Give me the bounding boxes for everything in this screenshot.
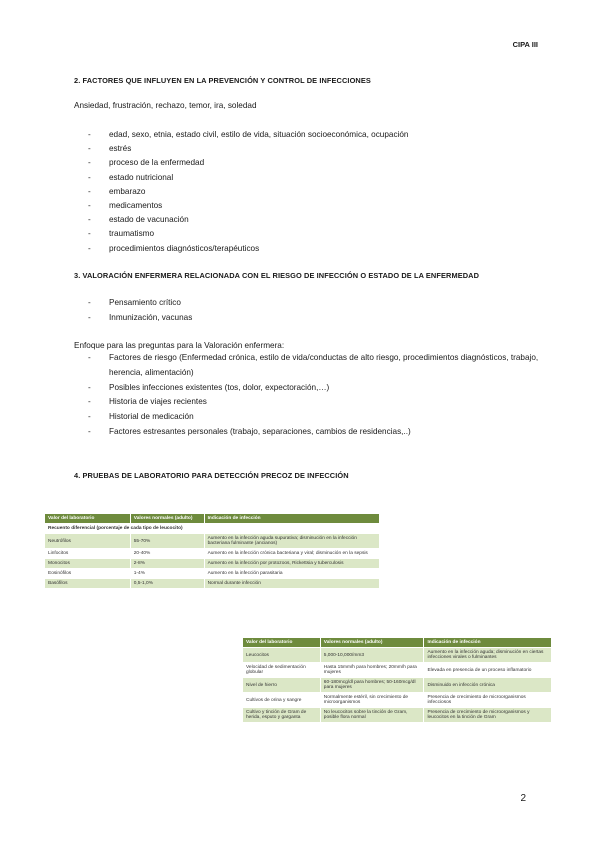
list-item: - Factores de riesgo (Enfermedad crónica, estilo de vida/conductas de alto riesgo, procedimientos diagnósticos, trabajo, herencia, alimentación) bbox=[88, 351, 539, 381]
table-row bbox=[243, 663, 552, 678]
table-row bbox=[243, 648, 552, 663]
section-2-list bbox=[88, 128, 408, 256]
table-cell: 5,000-10,000/mm3 bbox=[320, 648, 424, 663]
table-cell: Aumento en la infección crónica bacteriana y viral; disminución en la sepsis bbox=[204, 549, 379, 559]
table-cell: Aumento en la infección aguda; disminución en ciertas infecciones virales o fulminantes bbox=[424, 648, 552, 663]
table-row bbox=[45, 569, 380, 579]
table-cell: Normalmente estéril, sin crecimiento de microorganismos bbox=[320, 693, 424, 708]
section-2-intro: Ansiedad, frustración, rechazo, temor, ira, soledad bbox=[74, 101, 257, 110]
table-cell: 20-40% bbox=[130, 549, 204, 559]
table-cell: Monocitos bbox=[45, 559, 131, 569]
table-row bbox=[45, 579, 380, 589]
table-cell: Presencia de crecimiento de microorganismos infecciosos bbox=[424, 693, 552, 708]
list-item: - Inmunización, vacunas bbox=[88, 311, 192, 326]
list-item: - edad, sexo, etnia, estado civil, estilo de vida, situación socioeconómica, ocupación bbox=[88, 128, 408, 142]
table-cell: Velocidad de sedimentación globular bbox=[243, 663, 321, 678]
table-header: Indicación de infección bbox=[424, 638, 552, 648]
table-header: Valor del laboratorio bbox=[243, 638, 321, 648]
table-header: Valor del laboratorio bbox=[45, 514, 131, 524]
table-cell: No leucocitos sobre la tinción de Gram, posible flora normal bbox=[320, 708, 424, 723]
list-item: - proceso de la enfermedad bbox=[88, 156, 408, 170]
table-cell: 0,5-1,0% bbox=[130, 579, 204, 589]
table-row bbox=[243, 708, 552, 723]
list-item: - Factores estresantes personales (trabajo, separaciones, cambios de residencias,..) bbox=[88, 425, 539, 440]
table-row bbox=[45, 549, 380, 559]
table-cell: Cultivos de orina y sangre bbox=[243, 693, 321, 708]
list-item: - Historial de medicación bbox=[88, 410, 539, 425]
section-2-title: 2. FACTORES QUE INFLUYEN EN LA PREVENCIÓN Y CONTROL DE INFECCIONES bbox=[74, 76, 371, 85]
table-header: Valores normales (adulto) bbox=[130, 514, 204, 524]
table-cell: Eosinófilos bbox=[45, 569, 131, 579]
table-cell: 2-8% bbox=[130, 559, 204, 569]
table-cell: Hasta 15mm/h para hombres; 20mm/h para mujeres bbox=[320, 663, 424, 678]
table-cell: Elevada en presencia de un proceso inflamatorio bbox=[424, 663, 552, 678]
table-cell: Neutrófilos bbox=[45, 534, 131, 549]
list-item: - procedimientos diagnósticos/terapéuticos bbox=[88, 242, 408, 256]
list-item: - Historia de viajes recientes bbox=[88, 395, 539, 410]
list-item: - estado de vacunación bbox=[88, 213, 408, 227]
list-item: - estado nutricional bbox=[88, 171, 408, 185]
list-item: - medicamentos bbox=[88, 199, 408, 213]
table-cell: Disminuido en infección crónica bbox=[424, 678, 552, 693]
section-4-title: 4. PRUEBAS DE LABORATORIO PARA DETECCIÓN PRECOZ DE INFECCIÓN bbox=[74, 471, 349, 480]
list-item: - estrés bbox=[88, 142, 408, 156]
table-cell: Cultivo y tinción de Gram de herida, esputo y garganta bbox=[243, 708, 321, 723]
table-cell: Nivel de hierro bbox=[243, 678, 321, 693]
enfoque-title: Enfoque para las preguntas para la Valoración enfermera: bbox=[74, 341, 285, 350]
table-subheader: Recuento diferencial (porcentaje de cada tipo de leucocito) bbox=[45, 524, 380, 534]
list-item: - Pensamiento crítico bbox=[88, 296, 192, 311]
table-header: Indicación de infección bbox=[204, 514, 379, 524]
table-cell: Presencia de crecimiento de microorganismos y leucocitos en la tinción de Gram bbox=[424, 708, 552, 723]
list-item: - Posibles infecciones existentes (tos, dolor, expectoración,…) bbox=[88, 381, 539, 396]
table-row bbox=[243, 678, 552, 693]
table-cell: Normal durante infección bbox=[204, 579, 379, 589]
table-cell: Leucocitos bbox=[243, 648, 321, 663]
lab-table-general bbox=[242, 637, 552, 723]
table-cell: 1-4% bbox=[130, 569, 204, 579]
table-row bbox=[243, 693, 552, 708]
table-cell: Aumento en la infección por protozoos, Rickettsia y tuberculosis bbox=[204, 559, 379, 569]
table-cell: Linfocitos bbox=[45, 549, 131, 559]
list-item: - embarazo bbox=[88, 185, 408, 199]
table-header: Valores normales (adulto) bbox=[320, 638, 424, 648]
table-cell: Aumento en la infección parasitaria bbox=[204, 569, 379, 579]
page-number: 2 bbox=[520, 793, 526, 804]
enfoque-list bbox=[88, 351, 539, 440]
table-cell: Aumento en la infección aguda supurativa; disminución en la infección bacteriana fulminante (ancianos) bbox=[204, 534, 379, 549]
list-item: - traumatismo bbox=[88, 227, 408, 241]
running-header: CIPA III bbox=[512, 40, 538, 49]
table-cell: Basófilos bbox=[45, 579, 131, 589]
table-cell: 60-180mcg/dl para hombres; 50-160mcg/dl para mujeres bbox=[320, 678, 424, 693]
table-cell: 55-70% bbox=[130, 534, 204, 549]
table-subheader-row bbox=[45, 524, 380, 534]
section-3-list bbox=[88, 296, 192, 325]
table-row bbox=[45, 559, 380, 569]
table-row bbox=[45, 534, 380, 549]
section-3-title: 3. VALORACIÓN ENFERMERA RELACIONADA CON EL RIESGO DE INFECCIÓN O ESTADO DE LA ENFERMEDAD bbox=[74, 271, 480, 280]
lab-table-differential bbox=[44, 513, 380, 589]
